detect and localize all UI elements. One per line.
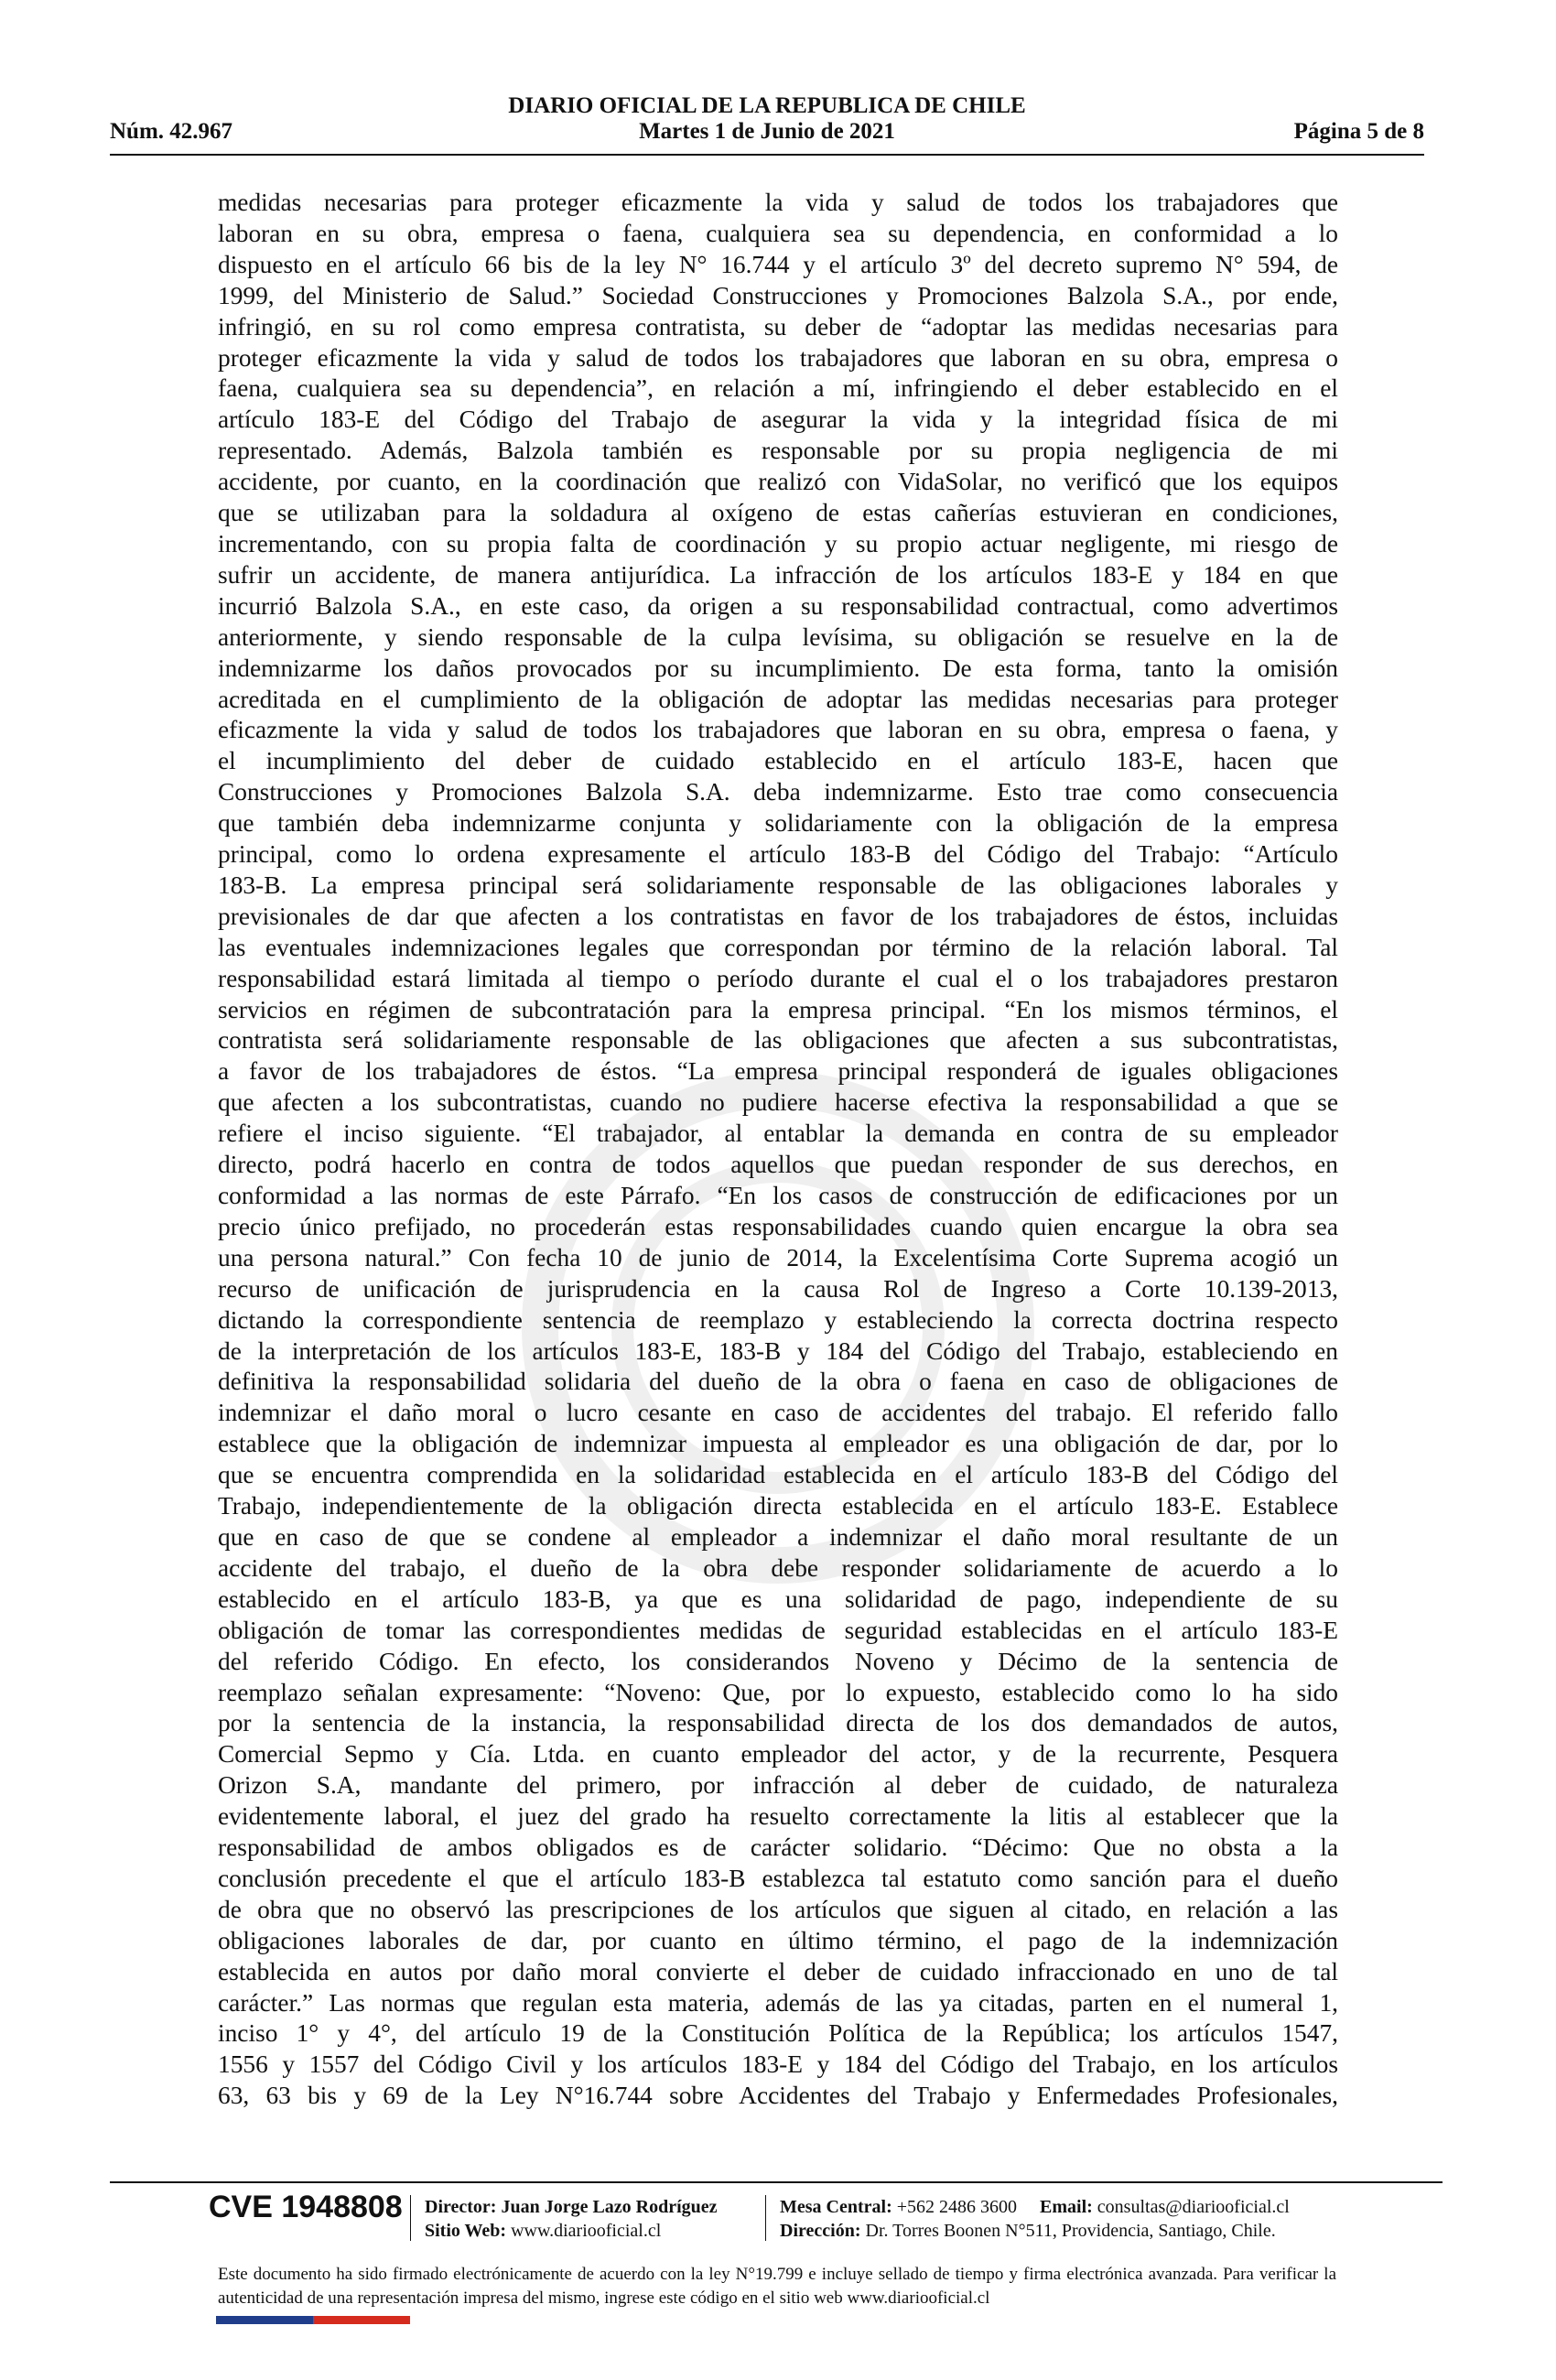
- body-line: responsabilidad de ambos obligados es de carácter solidario. “Décimo: Que no obsta a la: [218, 1834, 1338, 1862]
- body-line: sufrir un accidente, de manera antijurídica. La infracción de los artículos 183-E y 184 en que: [218, 560, 1338, 589]
- body-line: obligaciones laborales de dar, por cuanto en último término, el pago de la indemnización: [218, 1926, 1338, 1954]
- body-line: eficazmente la vida y salud de todos los trabajadores que laboran en su obra, empresa o faena, y: [218, 716, 1338, 744]
- footer-contact-block: [780, 2195, 1290, 2243]
- body-line: del referido Código. En efecto, los considerandos Noveno y Décimo de la sentencia de: [218, 1647, 1338, 1675]
- body-line: indemnizar el daño moral o lucro cesante en caso de accidentes del trabajo. El referido fallo: [218, 1399, 1338, 1427]
- phone-value: +562 2486 3600: [896, 2197, 1018, 2217]
- site-label: Sitio Web:: [425, 2221, 507, 2241]
- issue-number: Núm. 42.967: [110, 119, 233, 144]
- body-line: establecido en el artículo 183-B, ya que es una solidaridad de pago, independiente de su: [218, 1585, 1338, 1613]
- body-line: establecida en autos por daño moral convierte el deber de cuidado infraccionado en uno de tal: [218, 1957, 1338, 1985]
- body-line: una persona natural.” Con fecha 10 de junio de 2014, la Excelentísima Corte Suprema acogió un: [218, 1243, 1338, 1271]
- body-line: establece que la obligación de indemnizar impuesta al empleador es una obligación de dar, por lo: [218, 1430, 1338, 1458]
- body-line: a favor de los trabajadores de éstos. “La empresa principal responderá de iguales obligaciones: [218, 1057, 1338, 1086]
- address-value: Dr. Torres Boonen N°511, Providencia, Santiago, Chile.: [865, 2221, 1276, 2241]
- flag-stripe-blue: [216, 2316, 313, 2324]
- body-line: directo, podrá hacerlo en contra de todos aquellos que puedan responder de sus derechos, en: [218, 1151, 1338, 1179]
- body-line: Orizon S.A, mandante del primero, por infracción al deber de cuidado, de naturaleza: [218, 1771, 1338, 1800]
- body-line: artículo 183-E del Código del Trabajo de asegurar la vida y la integridad física de mi: [218, 406, 1338, 434]
- body-line: el incumplimiento del deber de cuidado establecido en el artículo 183-E, hacen que: [218, 747, 1338, 775]
- body-line: por la sentencia de la instancia, la responsabilidad directa de los dos demandados de autos,: [218, 1709, 1338, 1737]
- issue-date: Martes 1 de Junio de 2021: [639, 119, 895, 144]
- body-line: de obra que no observó las prescripciones de los artículos que siguen al citado, en relación a las: [218, 1895, 1338, 1923]
- body-line: las eventuales indemnizaciones legales que correspondan por término de la relación laboral. Tal: [218, 933, 1338, 961]
- page-header: [110, 92, 1424, 145]
- footer-separator: [410, 2195, 411, 2241]
- body-line: que también deba indemnizarme conjunta y solidariamente con la obligación de la empresa: [218, 809, 1338, 838]
- body-line: reemplazo señalan expresamente: “Noveno: Que, por lo expuesto, establecido como lo ha sido: [218, 1678, 1338, 1706]
- newspaper-title: DIARIO OFICIAL DE LA REPUBLICA DE CHILE: [508, 93, 1026, 118]
- body-line: Construcciones y Promociones Balzola S.A. deba indemnizarme. Esto trae como consecuencia: [218, 778, 1338, 806]
- body-line: 1556 y 1557 del Código Civil y los artículos 183-E y 184 del Código del Trabajo, en los artículos: [218, 2050, 1338, 2079]
- body-line: precio único prefijado, no procederán estas responsabilidades cuando quien encargue la obra sea: [218, 1212, 1338, 1240]
- body-line: accidente del trabajo, el dueño de la obra debe responder solidariamente de acuerdo a lo: [218, 1553, 1338, 1582]
- address-label: Dirección:: [780, 2221, 861, 2241]
- body-line: infringió, en su rol como empresa contratista, su deber de “adoptar las medidas necesarias para: [218, 312, 1338, 341]
- body-line: faena, cualquiera sea su dependencia”, en relación a mí, infringiendo el deber establecido en el: [218, 374, 1338, 403]
- body-line: Comercial Sepmo y Cía. Ltda. en cuanto empleador del actor, y de la recurrente, Pesquera: [218, 1740, 1338, 1769]
- body-line: conformidad a las normas de este Párrafo. “En los casos de construcción de edificaciones por un: [218, 1182, 1338, 1209]
- body-line: definitiva la responsabilidad solidaria del dueño de la obra o faena en caso de obligaciones de: [218, 1368, 1338, 1396]
- body-line: 63, 63 bis y 69 de la Ley N°16.744 sobre Accidentes del Trabajo y Enfermedades Profesionales,: [218, 2082, 1338, 2110]
- body-line: indemnizarme los daños provocados por su incumplimiento. De esta forma, tanto la omisión: [218, 654, 1338, 682]
- email-link[interactable]: consultas@diariooficial.cl: [1097, 2197, 1290, 2217]
- email-label: Email:: [1040, 2197, 1093, 2217]
- body-line: principal, como lo ordena expresamente el artículo 183-B del Código del Trabajo: “Artículo: [218, 840, 1338, 869]
- cve-code: CVE 1948808: [209, 2190, 403, 2224]
- body-line: que en caso de que se condene al empleador a indemnizar el daño moral resultante de un: [218, 1522, 1338, 1551]
- body-line: dictando la correspondiente sentencia de reemplazo y estableciendo la correcta doctrina respecto: [218, 1305, 1338, 1334]
- body-line: Trabajo, independientemente de la obligación directa establecida en el artículo 183-E. Establece: [218, 1492, 1338, 1520]
- body-line: 183-B. La empresa principal será solidariamente responsable de las obligaciones laborales y: [218, 871, 1338, 899]
- body-line: laboran en su obra, empresa o faena, cualquiera sea su dependencia, en conformidad a lo: [218, 219, 1338, 247]
- body-line: proteger eficazmente la vida y salud de todos los trabajadores que laboran en su obra, empresa o: [218, 343, 1338, 372]
- footer-separator: [765, 2195, 766, 2241]
- director-name: Juan Jorge Lazo Rodríguez: [501, 2197, 718, 2217]
- body-line: inciso 1° y 4°, del artículo 19 de la Constitución Política de la República; los artículos 1547,: [218, 2019, 1338, 2048]
- body-line: servicios en régimen de subcontratación para la empresa principal. “En los mismos términos, el: [218, 995, 1338, 1023]
- body-line: 1999, del Ministerio de Salud.” Sociedad Construcciones y Promociones Balzola S.A., por ende,: [218, 281, 1338, 309]
- body-line: de la interpretación de los artículos 183-E, 183-B y 184 del Código del Trabajo, estableciendo en: [218, 1336, 1338, 1365]
- footer-disclaimer: Este documento ha sido firmado electrónicamente de acuerdo con la ley N°19.799 e incluye sellado de tiempo y firma electrónica avanzada. Para verificar la autenticidad de una representación impresa del mismo, ingrese este código en el sitio web www.diariooficial.cl: [218, 2265, 1336, 2308]
- header-divider: [110, 154, 1424, 156]
- body-line: incurrió Balzola S.A., en este caso, da origen a su responsabilidad contractual, como advertimos: [218, 591, 1338, 620]
- body-line: refiere el inciso siguiente. “El trabajador, al entablar la demanda en contra de su empleador: [218, 1120, 1338, 1148]
- body-line: medidas necesarias para proteger eficazmente la vida y salud de todos los trabajadores que: [218, 189, 1338, 216]
- page-number: Página 5 de 8: [1293, 119, 1424, 144]
- body-line: carácter.” Las normas que regulan esta materia, además de las ya citadas, parten en el numeral 1,: [218, 1988, 1338, 2017]
- site-link[interactable]: www.diariooficial.cl: [511, 2221, 662, 2241]
- flag-stripe-red: [313, 2316, 410, 2324]
- body-text: [218, 188, 1338, 2112]
- director-label: Director:: [425, 2197, 497, 2217]
- body-line: responsabilidad estará limitada al tiempo o período durante el cual el o los trabajadores prestaron: [218, 964, 1338, 992]
- body-line: dispuesto en el artículo 66 bis de la ley N° 16.744 y el artículo 3º del decreto supremo N° 594, de: [218, 250, 1338, 278]
- body-line: previsionales de dar que afecten a los contratistas en favor de los trabajadores de éstos, incluidas: [218, 902, 1338, 930]
- body-line: accidente, por cuanto, en la coordinación que realizó con VidaSolar, no verificó que los equipos: [218, 468, 1338, 496]
- body-line: anteriormente, y siendo responsable de la culpa levísima, su obligación se resuelve en la de: [218, 622, 1338, 651]
- body-line: incrementando, con su propia falta de coordinación y su propio actuar negligente, mi riesgo de: [218, 529, 1338, 557]
- body-line: contratista será solidariamente responsable de las obligaciones que afecten a sus subcontratistas,: [218, 1026, 1338, 1055]
- footer-director-block: [425, 2195, 718, 2243]
- phone-label: Mesa Central:: [780, 2197, 892, 2217]
- footer-divider: [110, 2181, 1443, 2183]
- body-line: representado. Además, Balzola también es responsable por su propia negligencia de mi: [218, 437, 1338, 465]
- body-line: que se encuentra comprendida en la solidaridad establecida en el artículo 183-B del Código del: [218, 1461, 1338, 1489]
- body-line: obligación de tomar las correspondientes medidas de seguridad establecidas en el artículo 183-E: [218, 1616, 1338, 1644]
- body-line: conclusión precedente el que el artículo 183-B establezca tal estatuto como sanción para el dueño: [218, 1864, 1338, 1892]
- body-line: recurso de unificación de jurisprudencia en la causa Rol de Ingreso a Corte 10.139-2013,: [218, 1274, 1338, 1303]
- body-line: que se utilizaban para la soldadura al oxígeno de estas cañerías estuvieran en condiciones,: [218, 499, 1338, 527]
- body-line: evidentemente laboral, el juez del grado ha resuelto correctamente la litis al establecer que la: [218, 1802, 1338, 1831]
- body-line: que afecten a los subcontratistas, cuando no pudiere hacerse efectiva la responsabilidad a que se: [218, 1088, 1338, 1117]
- body-line: acreditada en el cumplimiento de la obligación de adoptar las medidas necesarias para proteger: [218, 685, 1338, 713]
